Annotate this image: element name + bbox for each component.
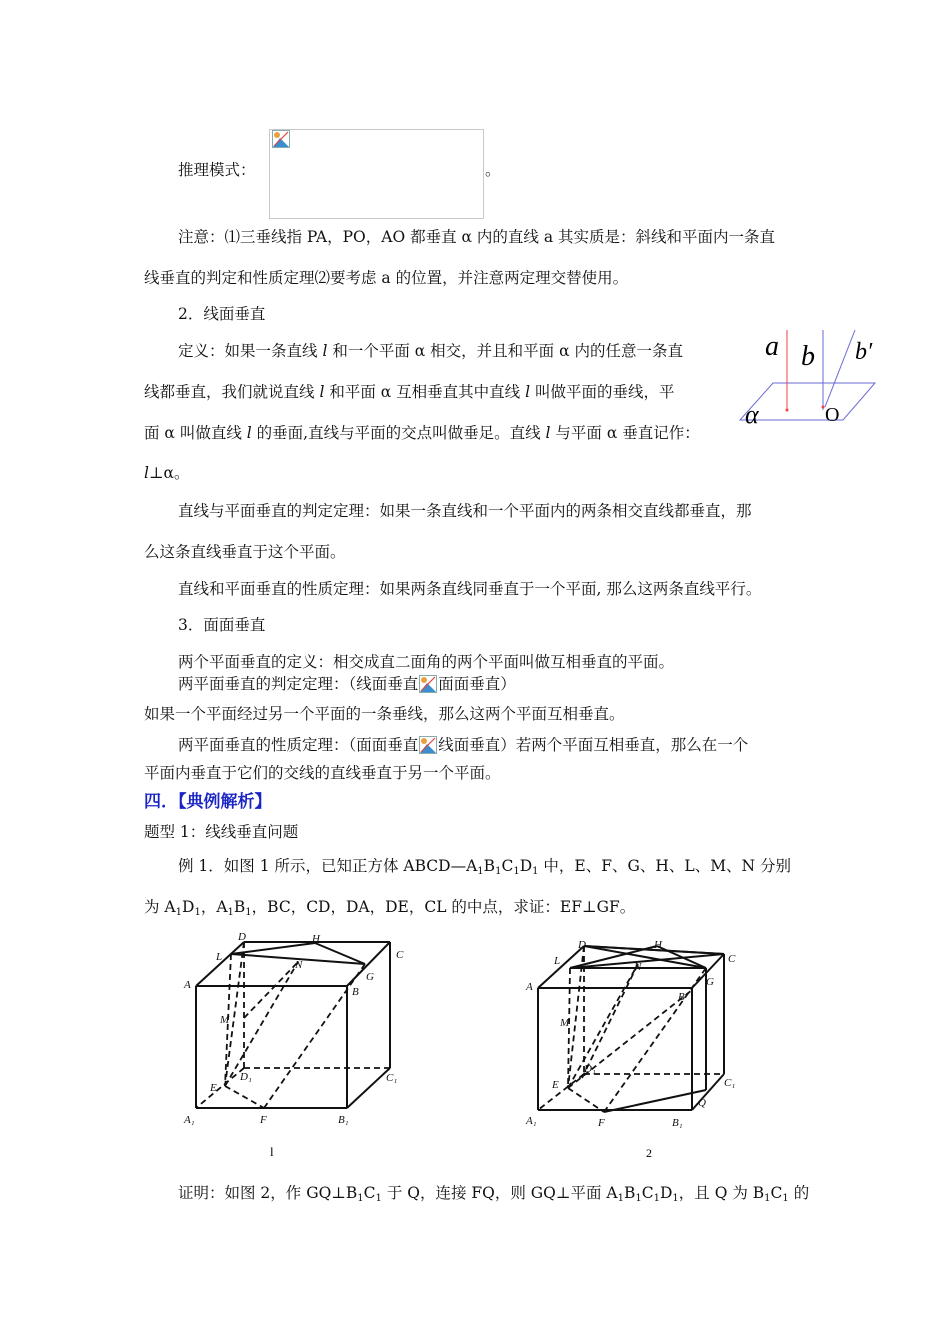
cube1-label-a1: A₁: [184, 1114, 195, 1126]
cube2-label-f: F: [598, 1117, 605, 1129]
cube2-label-c1: C₁: [724, 1077, 736, 1089]
label-b: b: [801, 341, 815, 372]
cube2-label-b: B: [678, 991, 685, 1003]
label-a: a: [765, 331, 779, 362]
cube1-label-g: G: [366, 971, 374, 983]
cube1-label-c: C: [396, 949, 404, 961]
cube2-label-g: G: [706, 976, 714, 988]
cube2-label-d: D: [578, 939, 586, 951]
cube1-label-b1: B₁: [338, 1114, 349, 1126]
cube2-label-n: N: [634, 961, 642, 973]
definition-line-1: 定义：如果一条直线 l 和一个平面 α 相交，并且和平面 α 内的任意一条直: [178, 342, 683, 360]
example-1-line-2: 为 $A_1D_1$，$A_1B_1$，BC，CD，DA，DE，CL 的中点，求证：EF⊥GF。: [144, 898, 636, 918]
cube1-label-n: N: [295, 959, 303, 971]
cube2-label-a1: A₁: [526, 1115, 537, 1127]
cube-figure-2: [520, 928, 760, 1163]
cube2-label-l: L: [554, 955, 561, 967]
cube2-label-e: E: [552, 1079, 559, 1091]
cube2-label-h: H: [654, 939, 662, 951]
cube1-label-d1: D₁: [240, 1071, 252, 1083]
cube2-label-b1: B₁: [672, 1117, 683, 1129]
example-1-line-1: 例 1．如图 1 所示，已知正方体 $ABCD—A_1B_1C_1D_1$ 中，E、F、G、H、L、M、N 分别: [178, 857, 792, 877]
note-line-2: 线垂直的判定和性质定理⑵要考虑 a 的位置，并注意两定理交替使用。: [144, 269, 629, 287]
plane-prop-2: 平面内垂直于它们的交线的直线垂直于另一个平面。: [144, 764, 501, 782]
section-3-title: 3．面面垂直: [178, 616, 266, 634]
plane-crit-2: 如果一个平面经过另一个平面的一条垂线，那么这两个平面互相垂直。: [144, 705, 625, 723]
definition-line-3: 面 α 叫做直线 l 的垂面,直线与平面的交点叫做垂足。直线 l 与平面 α 垂直记作：: [144, 424, 700, 442]
inference-end: 。: [485, 161, 501, 179]
cube1-label-d: D: [238, 931, 246, 943]
cube1-label-b: B: [352, 986, 359, 998]
section-2-title: 2．线面垂直: [178, 305, 266, 323]
line-b-prime: [825, 330, 855, 407]
section-4-heading: 四．【典例解析】: [144, 792, 272, 812]
plane-crit: 两平面垂直的判定定理：（线面垂直 面面垂直）: [178, 675, 516, 693]
plane-def: 两个平面垂直的定义：相交成直二面角的两个平面叫做互相垂直的平面。: [178, 653, 675, 671]
cube2-label-m: M: [560, 1017, 570, 1029]
cube1-label-e: E: [210, 1082, 217, 1094]
label-alpha: α: [745, 400, 759, 429]
cube-figure-1: [180, 928, 420, 1163]
cube2-label-d1: D₁: [584, 1063, 596, 1075]
cube2-label-c: C: [728, 953, 736, 965]
inference-label: 推理模式：: [178, 161, 256, 179]
cube2-label-q: Q: [698, 1097, 706, 1109]
cube1-label-a: A: [184, 979, 191, 991]
cube1-caption: l: [270, 1144, 274, 1159]
line-plane-figure: [735, 325, 885, 430]
definition-line-2: 线都垂直，我们就说直线 l 和平面 α 互相垂直其中直线 l 叫做平面的垂线，平: [144, 383, 675, 401]
broken-image-icon: [418, 736, 438, 754]
cube1-label-c1: C₁: [386, 1072, 398, 1084]
type-1-title: 题型 1：线线垂直问题: [144, 823, 299, 841]
property-line-1: 直线和平面垂直的性质定理：如果两条直线同垂直于一个平面, 那么这两条直线平行。: [178, 580, 762, 598]
cube2-caption: 2: [646, 1146, 652, 1160]
cube1-label-m: M: [220, 1014, 230, 1026]
criterion-line-2: 么这条直线垂直于这个平面。: [144, 543, 346, 561]
cube1-label-l: L: [216, 951, 223, 963]
plane-alpha: [740, 383, 875, 420]
broken-image-icon: [418, 675, 438, 693]
cube2-label-a: A: [526, 981, 533, 993]
label-o: O: [825, 404, 840, 426]
cube1-label-h: H: [312, 933, 320, 945]
note-line-1: 注意：⑴三垂线指 PA，PO，AO 都垂直 α 内的直线 a 其实质是：斜线和平面内一条直: [178, 228, 776, 246]
proof-line-1: 证明：如图 2，作 $GQ\perp B_1C_1$ 于 Q，连接 FQ，则 GQ⊥平面 $A_1B_1C_1D_1$，且 Q 为 $B_1C_1$ 的: [178, 1184, 810, 1204]
plane-prop: 两平面垂直的性质定理：（面面垂直 线面垂直）若两个平面互相垂直，那么在一个: [178, 736, 749, 754]
label-b-prime: b′: [855, 339, 873, 365]
formula-image-placeholder: [269, 129, 484, 219]
criterion-line-1: 直线与平面垂直的判定定理：如果一条直线和一个平面内的两条相交直线都垂直，那: [178, 502, 752, 520]
definition-line-4: l⊥α。: [144, 464, 190, 482]
cube1-label-f: F: [260, 1114, 267, 1126]
broken-image-icon: [272, 130, 290, 148]
